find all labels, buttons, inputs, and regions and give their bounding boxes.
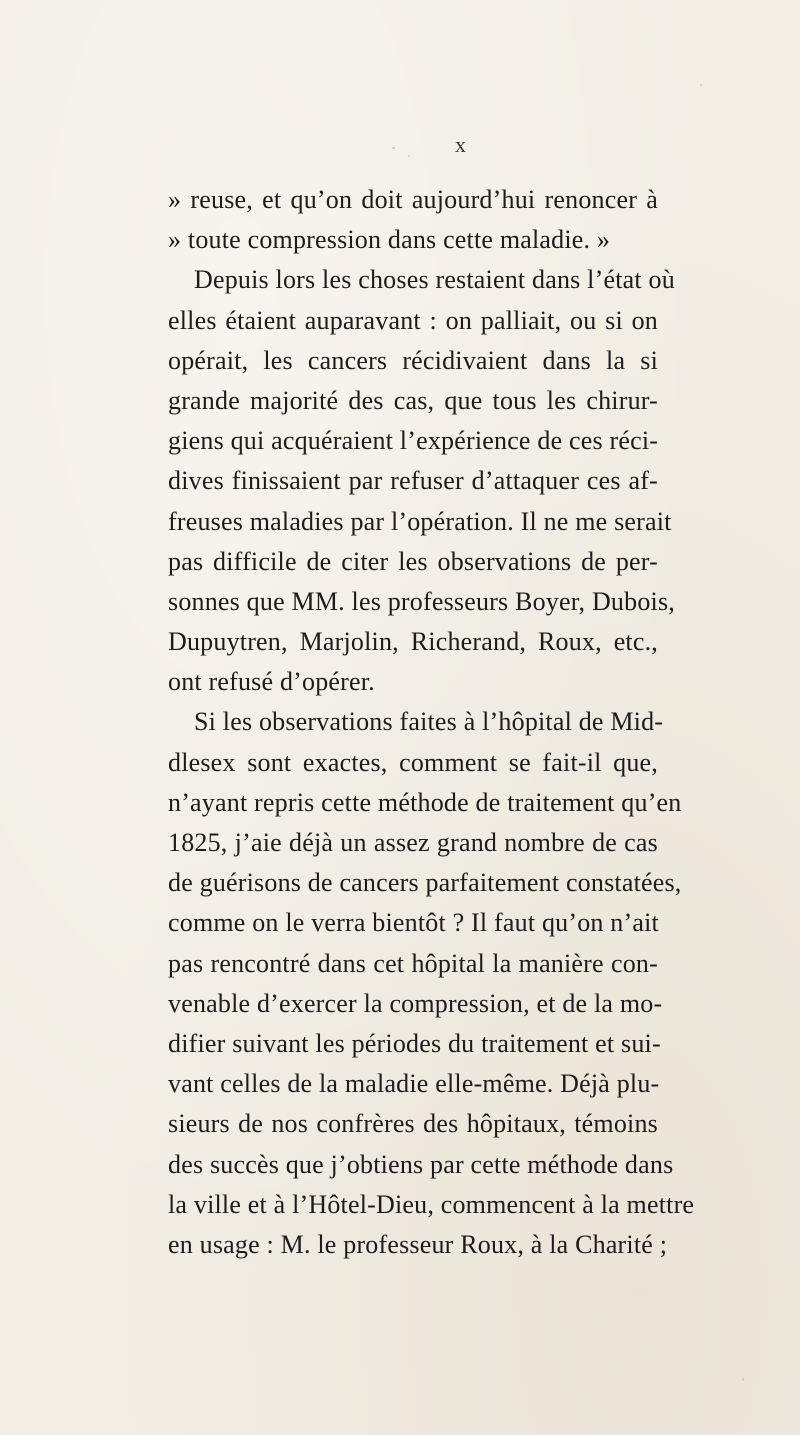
text-line: grande majorité des cas, que tous les chirur- [168, 385, 658, 415]
text-line: de guérisons de cancers parfaitement constatées, [168, 868, 682, 898]
paper-speck [392, 147, 395, 149]
text-line: dlesex sont exactes, comment se fait-il que, [168, 747, 658, 777]
text-line: giens qui acquéraient l’expérience de ces réci- [168, 426, 659, 456]
text-line: Depuis lors les choses restaient dans l’état où [194, 265, 675, 295]
text-line: » toute compression dans cette maladie. » [168, 225, 611, 255]
text-line: des succès que j’obtiens par cette méthode dans [168, 1149, 674, 1179]
paper-speck [742, 1378, 744, 1381]
text-line: elles étaient auparavant : on palliait, ou si on [168, 305, 658, 335]
text-line: » reuse, et qu’on doit aujourd’hui renoncer à [168, 185, 658, 214]
text-line: la ville et à l’Hôtel-Dieu, commencent à la mettre [168, 1189, 695, 1219]
text-line: pas rencontré dans cet hôpital la manière con- [168, 948, 658, 978]
text-line: en usage : M. le professeur Roux, à la Charité ; [168, 1229, 668, 1259]
text-line: opérait, les cancers récidivaient dans la si [168, 345, 658, 375]
body-text [168, 180, 695, 1265]
text-line: Si les observations faites à l’hôpital de Mid- [194, 707, 664, 737]
paper-speck [408, 155, 410, 157]
text-line: vant celles de la maladie elle-même. Déjà plu- [168, 1069, 660, 1099]
text-line: sonnes que MM. les professeurs Boyer, Dubois, [168, 586, 675, 616]
text-line: comme on le verra bientôt ? Il faut qu’on n’ait [168, 908, 659, 938]
page-number: x [455, 132, 466, 157]
text-line: freuses maladies par l’opération. Il ne me serait [168, 506, 672, 536]
text-line: ont refusé d’opérer. [168, 667, 375, 697]
text-line: pas difficile de citer les observations de per- [168, 546, 658, 576]
text-line: 1825, j’aie déjà un assez grand nombre de cas [168, 828, 658, 857]
text-line: difier suivant les périodes du traitement et sui- [168, 1028, 661, 1058]
paper-speck [700, 84, 702, 86]
text-line: dives finissaient par refuser d’attaquer ces af- [168, 466, 658, 496]
text-line: venable d’exercer la compression, et de la mo- [168, 988, 663, 1018]
text-line: sieurs de nos confrères des hôpitaux, témoins [168, 1109, 658, 1139]
text-line: n’ayant repris cette méthode de traitement qu’en [168, 787, 682, 817]
text-line: Dupuytren, Marjolin, Richerand, Roux, etc., [168, 627, 658, 657]
